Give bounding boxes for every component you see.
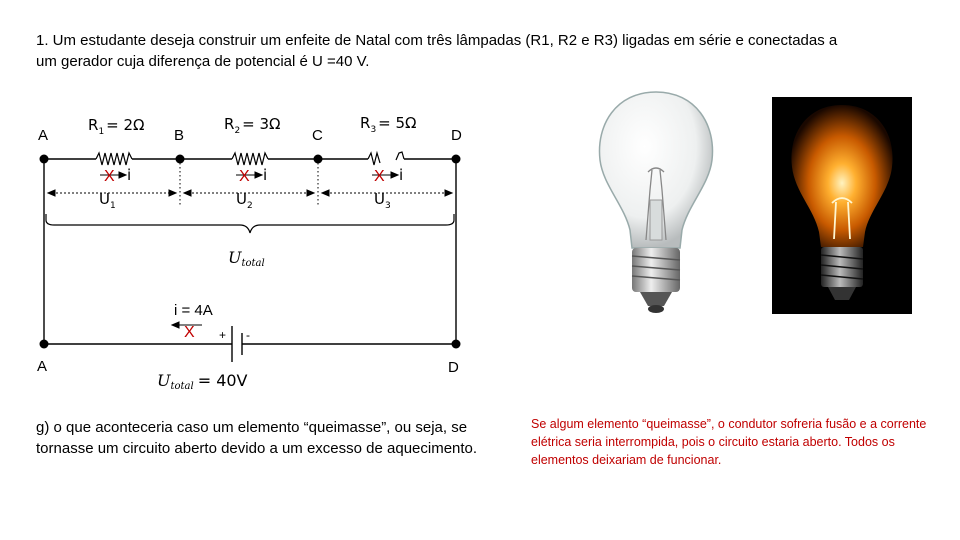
svg-text:R1= 2Ω: $R_1 = 2\Omega$: [88, 116, 145, 137]
voltage-label-u3: $U_3$: [374, 190, 391, 211]
answer-text: Se algum elemento “queimasse”, o condutor sofreria fusão e a corrente elétrica seria interrompida, pois o circuito estaria aberto. Todos os elementos deixariam de funcionar.: [531, 417, 927, 467]
light-bulb-on-panel: [772, 97, 912, 314]
light-bulb-off-icon: [586, 90, 726, 320]
node-dot-d-bottom: [452, 340, 461, 349]
r2-label: [224, 115, 281, 136]
node-dot-b: [176, 155, 185, 164]
x-mark-1: X: [104, 168, 115, 185]
battery-minus-sign: -: [246, 328, 250, 342]
x-mark-2: X: [239, 168, 250, 185]
question-line-2: um gerador cuja diferença de potencial é U =40 V.: [36, 53, 370, 70]
current-label-2: i: [263, 166, 268, 184]
source-voltage-label: Utotal = 40V: [157, 371, 248, 392]
current-value-label: i = 4A: [174, 302, 213, 319]
r1-label: [88, 116, 145, 137]
node-label-c: C: [312, 127, 323, 144]
resistor-r2: [232, 153, 268, 165]
light-bulb-on-icon: [772, 97, 912, 314]
svg-text:R3= 5Ω: $R_3 = 5\Omega$: [360, 114, 417, 135]
node-dot-c: [314, 155, 323, 164]
question-line-1: 1. Um estudante deseja construir um enfeite de Natal com três lâmpadas (R1, R2 e R3) ligadas em série e conectadas a: [36, 32, 838, 49]
resistor-r3-broken: [368, 153, 380, 165]
node-label-a-bottom: A: [37, 358, 48, 375]
current-label-1: i: [127, 166, 132, 184]
node-label-d-top: D: [451, 127, 462, 144]
total-voltage-brace: [46, 214, 454, 233]
x-mark-3: X: [374, 168, 385, 185]
battery-plus-sign: +: [219, 328, 227, 342]
voltage-label-u1: $U_1$: [99, 190, 116, 211]
x-mark-bottom: X: [184, 324, 195, 341]
node-dot-a-bottom: [40, 340, 49, 349]
question-text: [36, 30, 926, 72]
r3-label: [360, 114, 417, 135]
resistor-r1: [96, 153, 132, 165]
question-g-text: g) o que aconteceria caso um elemento “queimasse”, ou seja, se tornasse um circuito aberto devido a um excesso de aquecimento.: [36, 419, 478, 457]
series-circuit-diagram: [30, 105, 480, 395]
node-label-d-bottom: D: [448, 359, 459, 376]
voltage-label-u2: $U_2$: [236, 190, 253, 211]
resistor-r3-broken-end: [396, 152, 404, 160]
node-label-a-top: A: [38, 127, 49, 144]
node-label-b: B: [174, 127, 185, 144]
svg-text:R2= 3Ω: $R_2 = 3\Omega$: [224, 115, 281, 136]
brace-label-utotal: Utotal: [228, 248, 265, 269]
current-label-3: i: [399, 166, 404, 184]
